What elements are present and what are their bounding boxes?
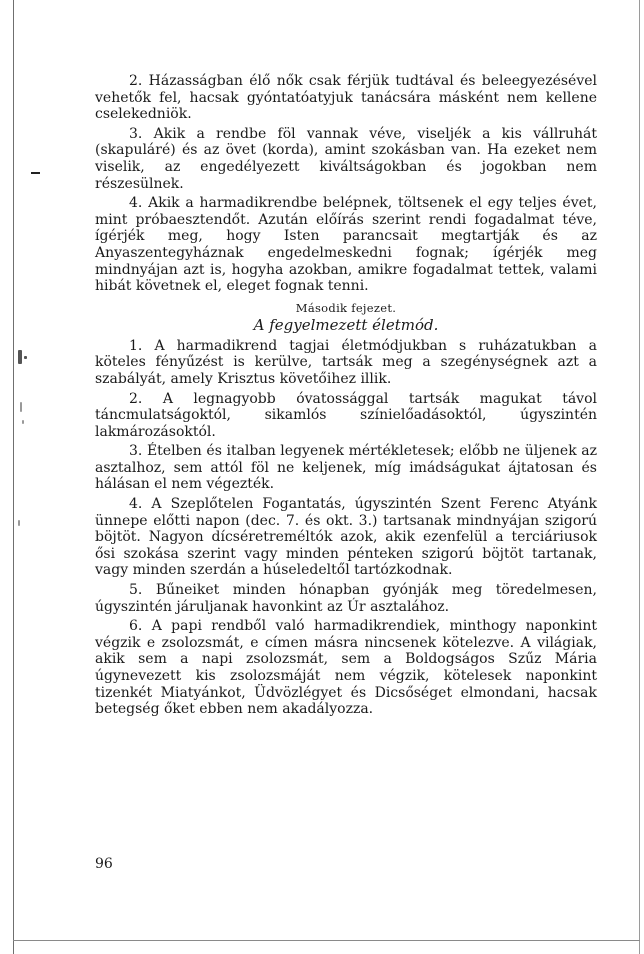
scan-frame-left xyxy=(13,0,14,954)
scan-speck xyxy=(24,356,27,359)
scan-speck xyxy=(18,350,22,364)
scan-frame-right xyxy=(639,0,640,954)
chapter-label: Második fejezet. xyxy=(295,300,397,315)
paragraph: 1. A harmadikrend tagjai életmódjukban s ruházatukban a köteles fényűzést is kerülve, tartsák meg a szegénységnek azt a szabályát, amely Krisztus követőihez illik. xyxy=(95,337,597,387)
paragraph: 2. A legnagyobb óvatossággal tartsák magukat távol táncmulatságoktól, sikamlós színielőadásoktól, úgyszintén lakmározásoktól. xyxy=(95,390,597,440)
paragraph: 5. Bűneiket minden hónapban gyónják meg töredelmesen, úgyszintén járuljanak havonkint az Úr asztalához. xyxy=(95,582,597,615)
paragraph: 4. Akik a harmadikrendbe belépnek, töltsenek el egy teljes évet, mint próbaesztendőt. Azután előírás szerint rendi fogadalmat téve, ígérjék meg, hogy Isten parancsait megtartják és az Anyaszentegyháznak engedelmeskedni fognak; ígérjék meg mindnyájan azt is, hogyha azokban, amikre fogadalmat tettek, valami hibát követnek el, eleget fognak tenni. xyxy=(95,195,597,295)
paragraph: 6. A papi rendből való harmadikrendiek, minthogy naponkint végzik e zsolozsmát, e címen másra nincsenek kötelezve. A világiak, akik sem a napi zsolozsmát, sem a Boldogságos Szűz Mária úgynevezett kis zsolozsmáját nem végzik, kötelesek naponkint tizenkét Miatyánkot, Üdvözlégyet és Dicsőséget elmondani, hacsak betegség őket ebben nem akadályozza. xyxy=(95,618,597,718)
paragraph: 4. A Szeplőtelen Fogantatás, úgyszintén Szent Ferenc Atyánk ünnepe előtti napon (dec. 7. és okt. 3.) tartsanak mindnyájan szigorú böjtöt. Nagyon dícséretreméltók azok, akik ezenfelül a terciáriusok ősi szokása szerint vagy minden pénteken szigorú böjtöt tartanak, vagy minden szerdán a húseledeltől tartózkodnak. xyxy=(95,496,597,579)
paragraph: 2. Házasságban élő nők csak férjük tudtával és beleegyezésével vehetők fel, hacsak gyóntatóatyjuk tanácsára másként nem kellene cselekedniök. xyxy=(95,73,597,123)
margin-mark xyxy=(31,172,40,174)
page-number: 96 xyxy=(95,856,113,872)
scan-speck xyxy=(18,520,20,526)
scan-speck xyxy=(22,420,24,424)
scan-speck xyxy=(20,402,22,412)
scan-frame-bottom xyxy=(13,940,640,941)
paragraph: 3. Akik a rendbe föl vannak véve, viseljék a kis vállruhát (skapuláré) és az övet (korda), amint szokásban van. Ha ezeket nem viselik, az engedélyezett kiváltságokban és jogokban nem részesülnek. xyxy=(95,125,597,192)
chapter-title: A fegyelmezett életmód. xyxy=(253,315,439,334)
page-body xyxy=(95,73,597,718)
paragraph: 3. Ételben és italban legyenek mértékletesek; előbb ne üljenek az asztalhoz, sem attól föl ne keljenek, míg imádságukat ájtatosan és hálásan el nem végezték. xyxy=(95,443,597,493)
